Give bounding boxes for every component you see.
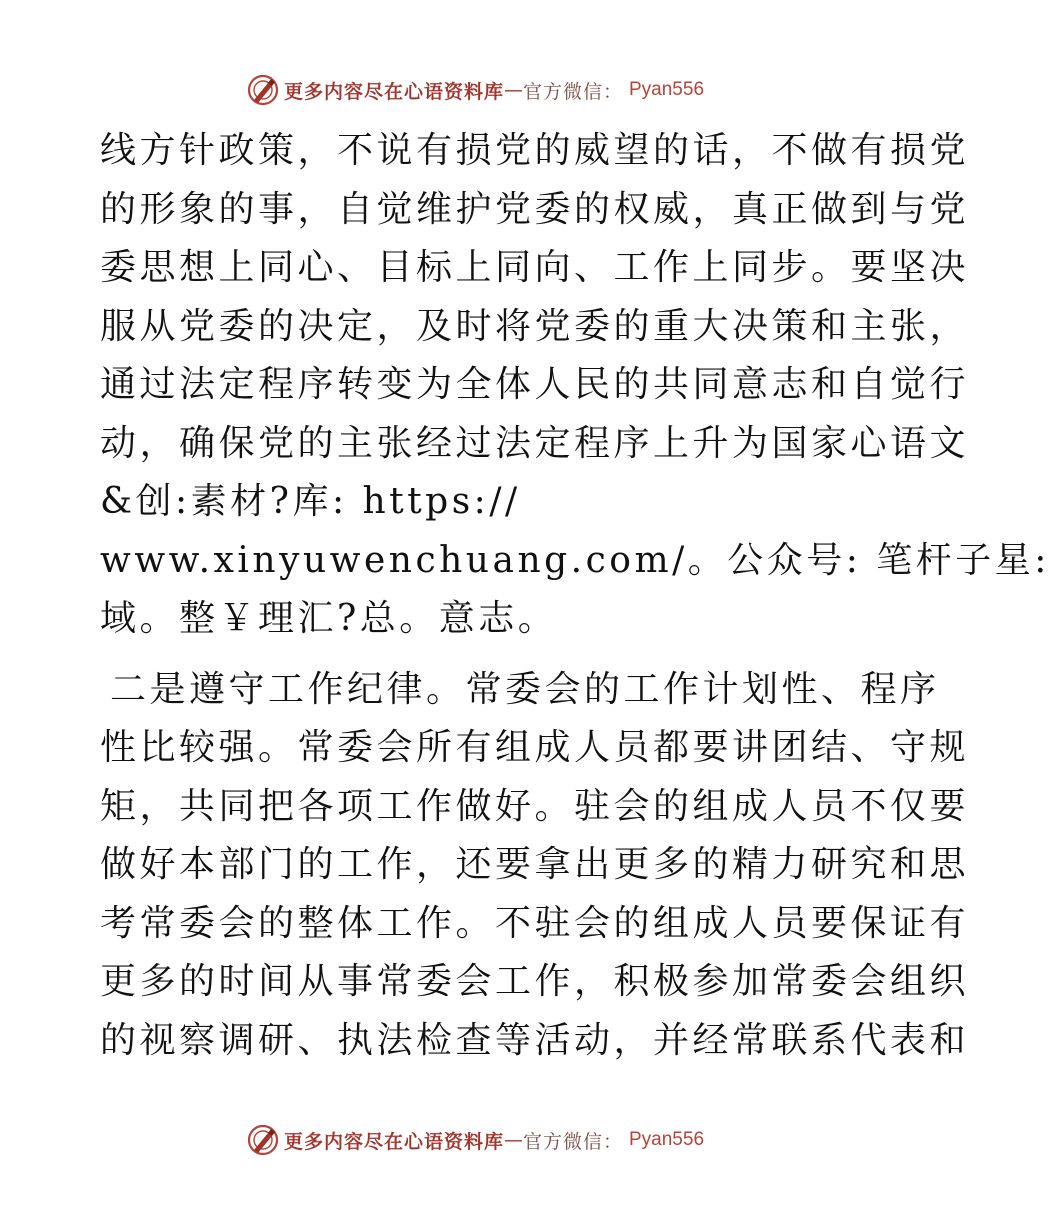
text-line: 矩，共同把各项工作做好。驻会的组成人员不仅要 [100, 785, 970, 827]
text-line: 动，确保党的主张经过法定程序上升为国家心语文 [100, 422, 970, 464]
text-line: &创:素材?库: https:// [100, 481, 521, 522]
banner-wechat-label: 官方微信： [522, 1130, 623, 1153]
text-line: 二是遵守工作纪律。常委会的工作计划性、程序 [110, 668, 940, 710]
text-line: www.xinyuwenchuang.com/。公众号: 笔杆子星: [100, 539, 1050, 581]
document-body [100, 122, 1050, 1070]
text-line: 考常委会的整体工作。不驻会的组成人员要保证有 [100, 902, 970, 944]
banner-wechat-label: 官方微信： [522, 80, 623, 103]
paragraph-2 [100, 661, 970, 1071]
header-banner [0, 70, 950, 110]
paragraph-gap [100, 649, 860, 661]
text-line: 委思想上同心、目标上同向、工作上同步。要坚决 [100, 247, 970, 288]
footer-banner [0, 1120, 950, 1160]
pen-logo-icon [246, 73, 280, 107]
banner-separator: — [503, 79, 523, 101]
banner-separator: — [503, 1129, 523, 1151]
banner-wechat-id: Pyan556 [629, 79, 705, 100]
text-line: 的形象的事，自觉维护党委的权威，真正做到与党 [100, 188, 970, 230]
paragraph-1 [100, 122, 1050, 649]
text-line: 性比较强。常委会所有组成人员都要讲团结、守规 [100, 727, 970, 768]
text-line: 更多的时间从事常委会工作，积极参加常委会组织 [100, 961, 970, 1002]
banner-wechat-id: Pyan556 [629, 1129, 705, 1150]
text-line: 做好本部门的工作，还要拿出更多的精力研究和思 [100, 844, 970, 885]
banner-brand-text: 更多内容尽在心语资料库 [283, 80, 504, 103]
text-line: 的视察调研、执法检查等活动，并经常联系代表和 [100, 1019, 970, 1061]
pen-logo-icon [246, 1123, 280, 1157]
text-line: 通过法定程序转变为全体人民的共同意志和自觉行 [100, 364, 970, 405]
text-line: 域。整￥理汇?总。意志。 [100, 598, 558, 639]
banner-brand-text: 更多内容尽在心语资料库 [283, 1130, 504, 1153]
text-line: 线方针政策，不说有损党的威望的话，不做有损党 [100, 130, 970, 171]
text-line: 服从党委的决定，及时将党委的重大决策和主张， [100, 305, 970, 347]
